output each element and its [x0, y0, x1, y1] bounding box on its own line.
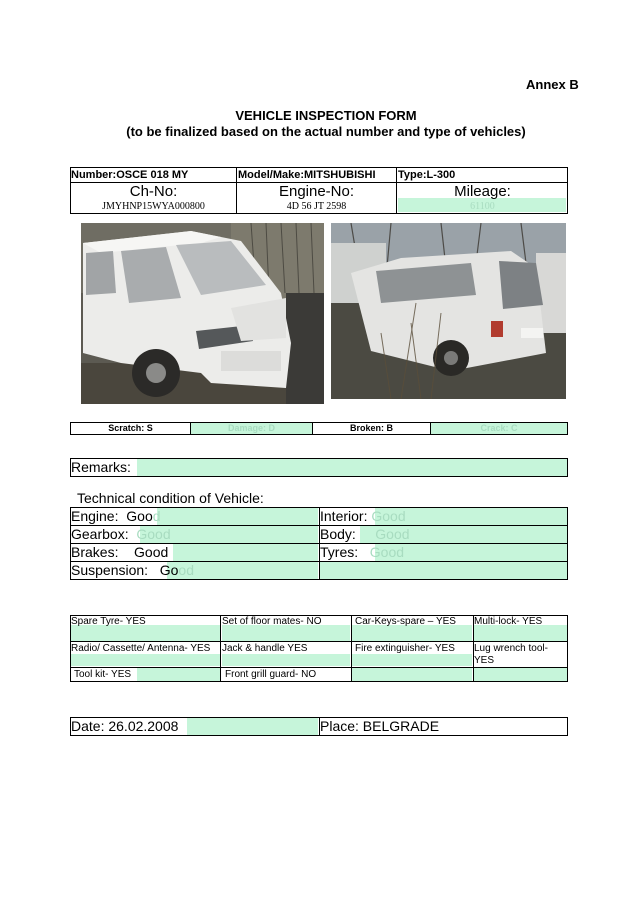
car-keys-spare: Car-Keys-spare – YES — [355, 616, 456, 627]
gearbox-condition: Gearbox: Good — [71, 526, 171, 542]
legend-broken: Broken: B — [349, 423, 393, 433]
tyres-condition: Tyres: Good — [320, 544, 405, 560]
lug-wrench: Lug wrench tool- YES — [474, 643, 548, 666]
suspension-condition: Suspension: Good — [71, 562, 194, 578]
chassis-label: Ch-No: — [129, 183, 178, 200]
form-title: VEHICLE INSPECTION FORM — [235, 108, 417, 123]
fire-extinguisher: Fire extinguisher- YES — [355, 643, 455, 654]
front-grill-guard: Front grill guard- NO — [225, 669, 317, 680]
legend-scratch: Scratch: S — [108, 423, 153, 433]
jack-handle: Jack & handle YES — [222, 643, 308, 654]
place-label: Place: BELGRADE — [320, 718, 440, 734]
chassis-value: JMYHNP15WYA000800 — [102, 201, 205, 212]
interior-condition: Interior: Good — [320, 508, 406, 524]
vehicle-photo-front — [81, 223, 324, 404]
remarks-label: Remarks: — [71, 459, 131, 475]
annex-label: Annex B — [526, 77, 579, 92]
multi-lock: Multi-lock- YES — [474, 616, 543, 627]
vehicle-number: Number:OSCE 018 MY — [71, 169, 189, 181]
form-subtitle: (to be finalized based on the actual number and type of vehicles) — [126, 124, 526, 139]
floor-mates: Set of floor mates- NO — [222, 616, 322, 627]
technical-heading: Technical condition of Vehicle: — [77, 490, 264, 506]
engine-no-value: 4D 56 JT 2598 — [286, 201, 347, 212]
legend-crack: Crack: C — [480, 423, 518, 433]
remarks-field[interactable] — [137, 459, 567, 476]
spare-tyre: Spare Tyre- YES — [71, 616, 146, 627]
date-field[interactable] — [187, 718, 318, 735]
body-condition: Body: Good — [320, 526, 410, 542]
vehicle-photo-rear — [331, 223, 566, 399]
legend-damage: Damage: D — [227, 423, 275, 433]
vehicle-type: Type:L-300 — [398, 169, 456, 181]
engine-no-label: Engine-No: — [278, 183, 355, 200]
vehicle-model: Model/Make:MITSHUBISHI — [238, 169, 376, 181]
radio-cassette: Radio/ Cassette/ Antenna- YES — [71, 643, 211, 654]
date-label: Date: 26.02.2008 — [71, 718, 179, 734]
mileage-label: Mileage: — [454, 183, 511, 200]
brakes-condition: Brakes: Good — [71, 544, 169, 560]
mileage-value: 61100 — [470, 201, 495, 212]
tool-kit: Tool kit- YES — [74, 669, 132, 680]
engine-condition: Engine: Good — [71, 508, 161, 524]
